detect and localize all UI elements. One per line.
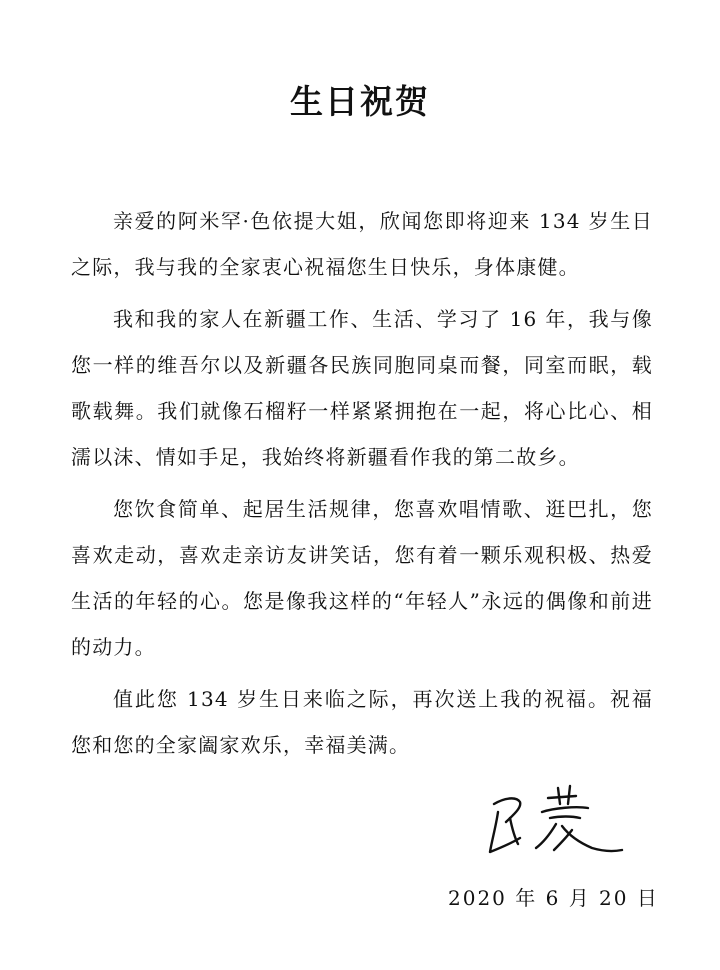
- letter-body: [71, 198, 653, 774]
- paragraph-xinjiang-life: 我和我的家人在新疆工作、生活、学习了 16 年，我与像您一样的维吾尔以及新疆各民族同胞同桌而餐，同室而眠，载歌载舞。我们就像石榴籽一样紧紧拥抱在一起，将心比心、相濡以沫、情如手足，我始终将新疆看作我的第二故乡。: [71, 307, 653, 469]
- paragraph-closing-wishes: 值此您 134 岁生日来临之际，再次送上我的祝福。祝福您和您的全家阖家欢乐，幸福美满。: [71, 687, 653, 757]
- letter-title: 生日祝贺: [290, 82, 430, 121]
- paragraph-lifestyle: 您饮食简单、起居生活规律，您喜欢唱情歌、逛巴扎，您喜欢走动，喜欢走亲访友讲笑话，您有着一颗乐观积极、热爱生活的年轻的心。您是像我这样的“年轻人”永远的偶像和前进的动力。: [71, 497, 653, 659]
- handwritten-signature: [476, 778, 626, 868]
- paragraph-greeting: 亲爱的阿米罕·色依提大姐，欣闻您即将迎来 134 岁生日之际，我与我的全家衷心祝福您生日快乐，身体康健。: [71, 209, 653, 279]
- letter-date: 2020 年 6 月 20 日: [448, 886, 659, 910]
